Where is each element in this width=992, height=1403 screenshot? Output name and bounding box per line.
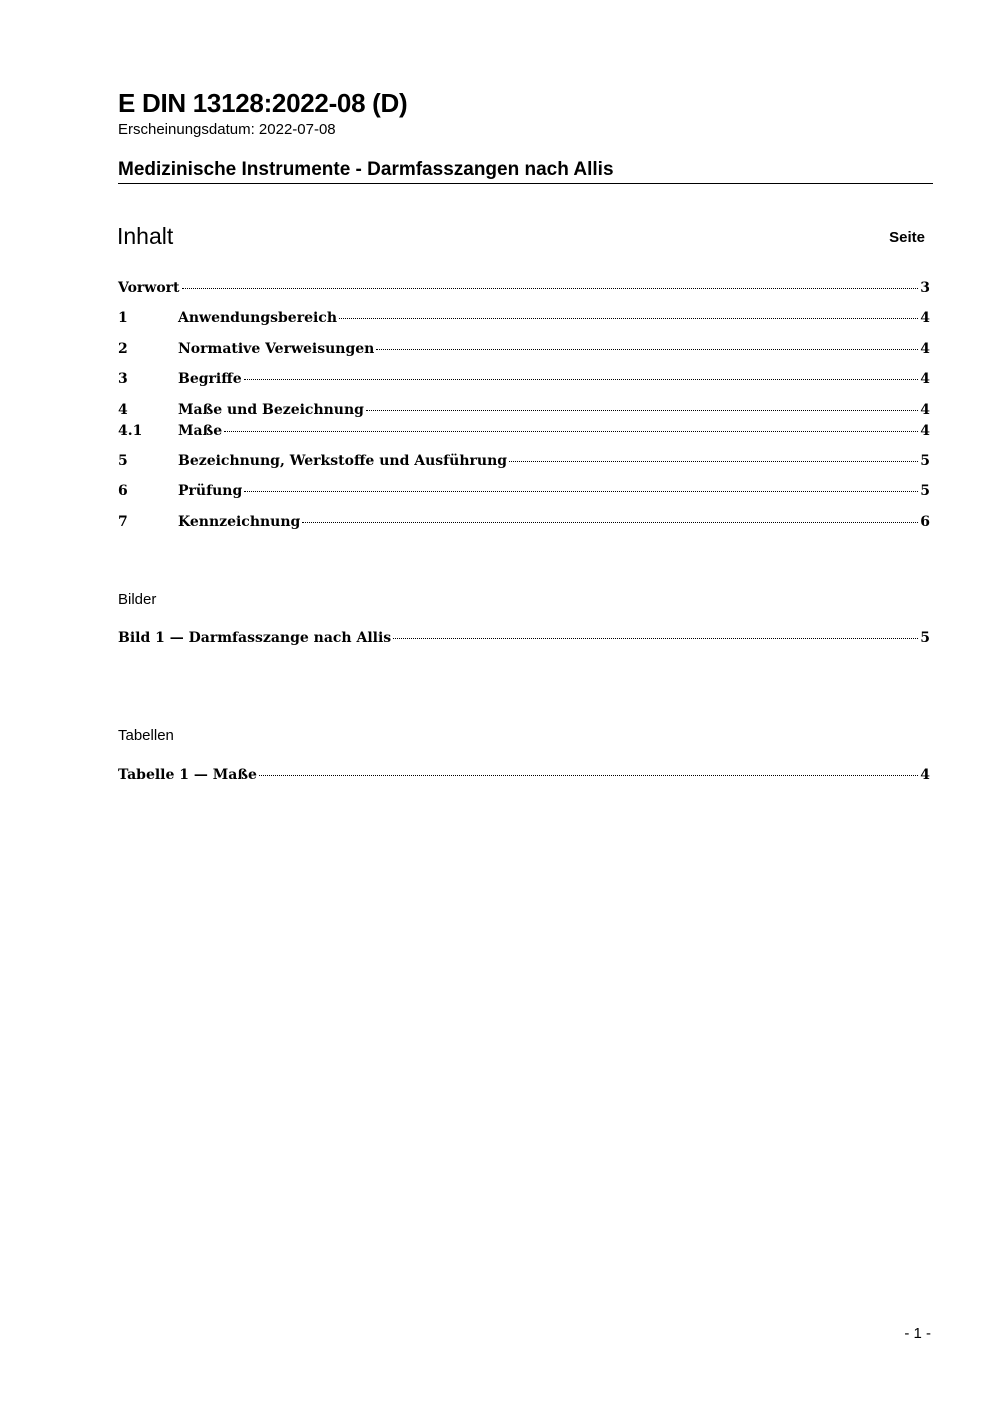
- toc-dot-leader: [244, 379, 919, 380]
- document-title: Medizinische Instrumente - Darmfasszangen nach Allis: [118, 159, 933, 184]
- toc-entry-number: 7: [118, 514, 128, 530]
- toc-entry-number: 5: [118, 453, 128, 469]
- toc-entry-4[interactable]: [118, 402, 930, 422]
- page-number: - 1 -: [904, 1325, 931, 1342]
- toc-entry-title: Begriffe: [178, 371, 242, 387]
- toc-entry-title: Vorwort: [118, 280, 180, 296]
- toc-entry-title: Bezeichnung, Werkstoffe und Ausführung: [178, 453, 508, 469]
- toc-dot-leader: [509, 461, 918, 462]
- toc-entry-5[interactable]: [118, 453, 930, 473]
- toc-entry-title: Prüfung: [178, 483, 243, 499]
- toc-entry-number: 4: [118, 402, 128, 418]
- toc-entry-number: 2: [118, 341, 128, 357]
- toc-entry-title: Normative Verweisungen: [178, 341, 375, 357]
- toc-entry-3[interactable]: [118, 371, 930, 391]
- publication-date: Erscheinungsdatum: 2022-07-08: [118, 121, 336, 138]
- toc-entry-page: 5: [920, 483, 930, 499]
- figure-entry-1[interactable]: [118, 630, 930, 650]
- toc-entry-number: 1: [118, 310, 128, 326]
- toc-entry-title: Kennzeichnung: [178, 514, 301, 530]
- toc-entry-2[interactable]: [118, 341, 930, 361]
- toc-dot-leader: [393, 638, 918, 639]
- toc-entry-page: 6: [920, 514, 930, 530]
- figure-entry-page: 5: [920, 630, 930, 646]
- toc-entry-6[interactable]: [118, 483, 930, 503]
- toc-dot-leader: [182, 288, 919, 289]
- toc-dot-leader: [224, 431, 918, 432]
- toc-entry-page: 4: [920, 402, 930, 418]
- toc-entry-title: Anwendungsbereich: [178, 310, 337, 326]
- toc-entry-number: 6: [118, 483, 128, 499]
- toc-entry-page: 3: [920, 280, 930, 296]
- table-entry-page: 4: [920, 767, 930, 783]
- toc-entry-page: 4: [920, 341, 930, 357]
- toc-entry-title: Maße und Bezeichnung: [178, 402, 364, 418]
- toc-heading: Inhalt: [117, 223, 174, 249]
- toc-entry-number: 3: [118, 371, 128, 387]
- toc-entry-1[interactable]: [118, 310, 930, 330]
- toc-dot-leader: [376, 349, 918, 350]
- toc-entry-page: 4: [920, 310, 930, 326]
- figures-heading: Bilder: [118, 591, 157, 608]
- tables-heading: Tabellen: [118, 727, 174, 744]
- toc-entry-page: 5: [920, 453, 930, 469]
- toc-entry-7[interactable]: [118, 514, 930, 534]
- figure-entry-title: Bild 1 — Darmfasszange nach Allis: [118, 630, 392, 646]
- document-id: E DIN 13128:2022-08 (D): [118, 88, 408, 118]
- toc-entry-title: Maße: [178, 423, 223, 439]
- toc-dot-leader: [244, 491, 918, 492]
- table-entry-1[interactable]: [118, 767, 930, 787]
- toc-entry-vorwort[interactable]: [118, 280, 930, 300]
- toc-entry-page: 4: [920, 423, 930, 439]
- toc-dot-leader: [259, 775, 918, 776]
- toc-dot-leader: [339, 318, 918, 319]
- table-entry-title: Tabelle 1 — Maße: [118, 767, 257, 783]
- toc-entry-page: 4: [920, 371, 930, 387]
- toc-entry-number: 4.1: [118, 423, 143, 439]
- toc-entry-4-1[interactable]: [118, 423, 930, 443]
- page-column-heading: Seite: [889, 229, 925, 246]
- toc-dot-leader: [302, 522, 918, 523]
- toc-dot-leader: [366, 410, 918, 411]
